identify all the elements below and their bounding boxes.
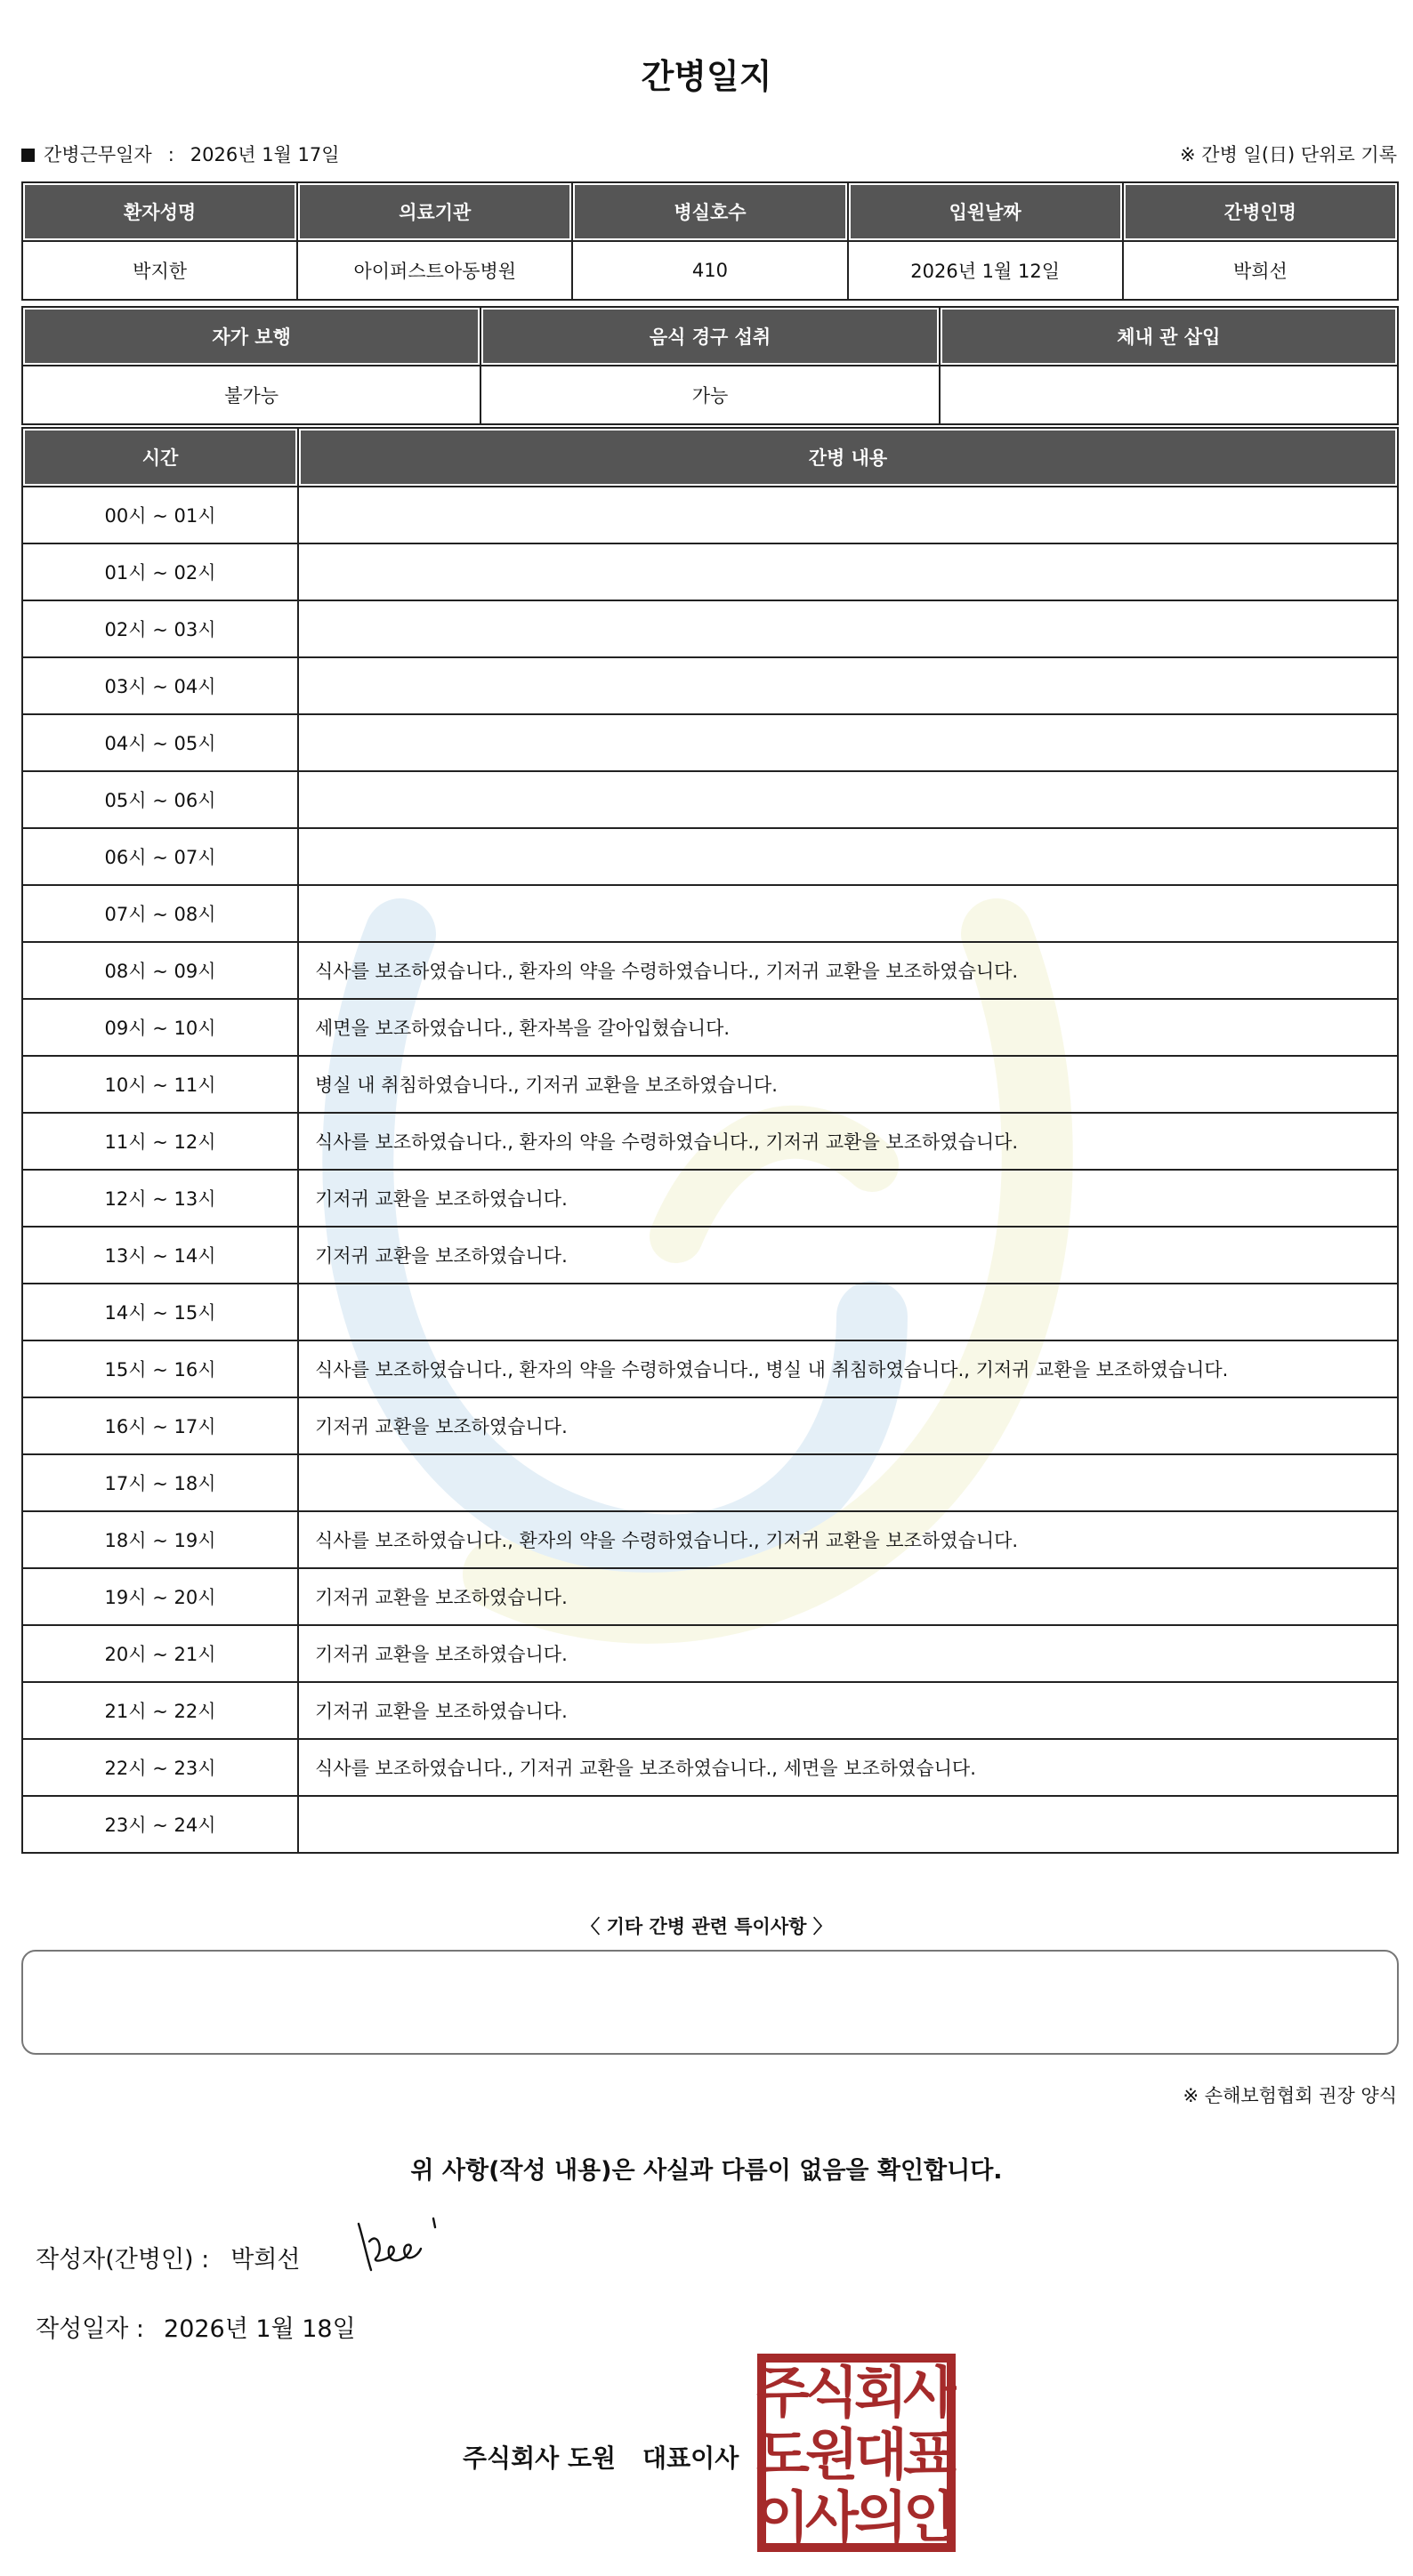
- care-content-cell: 식사를 보조하였습니다., 환자의 약을 수령하였습니다., 기저귀 교환을 보조하였습니다.: [298, 1511, 1398, 1568]
- care-content-cell: [298, 885, 1398, 942]
- care-content-cell: [298, 600, 1398, 657]
- table-row: [22, 1568, 1398, 1625]
- header-patient-name: 환자성명: [22, 182, 297, 241]
- header-self-walking: 자가 보행: [22, 307, 480, 366]
- care-log-table: [21, 427, 1399, 1854]
- seal-glyph: 이: [756, 2484, 810, 2549]
- header-institution: 의료기관: [297, 182, 572, 241]
- special-notes-title: 〈 기타 간병 관련 특이사항 〉: [581, 1916, 832, 1937]
- care-content-cell: 식사를 보조하였습니다., 환자의 약을 수령하였습니다., 병실 내 취침하였습니다., 기저귀 교환을 보조하였습니다.: [298, 1340, 1398, 1397]
- table-row: [22, 1056, 1398, 1113]
- company-name: 주식회사 도원: [463, 2443, 617, 2473]
- care-content-cell: 기저귀 교환을 보조하였습니다.: [298, 1625, 1398, 1682]
- time-cell: 13시 ~ 14시: [22, 1227, 298, 1284]
- care-content-cell: 식사를 보조하였습니다., 기저귀 교환을 보조하였습니다., 세면을 보조하였습니다.: [298, 1739, 1398, 1796]
- patient-info-table: [21, 181, 1399, 301]
- table-row: [22, 1682, 1398, 1739]
- special-notes-box: [21, 1950, 1399, 2055]
- care-content-cell: 기저귀 교환을 보조하였습니다.: [298, 1397, 1398, 1454]
- seal-glyph: 표: [903, 2422, 957, 2487]
- table-row: [22, 1227, 1398, 1284]
- seal-glyph: 식: [805, 2360, 859, 2425]
- ceo-title: 대표이사: [642, 2443, 739, 2473]
- record-unit-note: ※ 간병 일(日) 단위로 기록: [1180, 144, 1397, 165]
- form-source-note: ※ 손해보험협회 권장 양식: [1183, 2085, 1397, 2106]
- table-row: [22, 657, 1398, 714]
- table-row: [22, 487, 1398, 543]
- table-row: [22, 999, 1398, 1056]
- care-content-cell: 병실 내 취침하였습니다., 기저귀 교환을 보조하였습니다.: [298, 1056, 1398, 1113]
- time-cell: 03시 ~ 04시: [22, 657, 298, 714]
- care-content-cell: [298, 828, 1398, 885]
- seal-glyph: 인: [903, 2484, 957, 2549]
- time-cell: 00시 ~ 01시: [22, 487, 298, 543]
- signature-image: [351, 2215, 449, 2277]
- care-content-cell: 기저귀 교환을 보조하였습니다.: [298, 1227, 1398, 1284]
- seal-glyph: 주: [756, 2360, 810, 2425]
- table-row: [22, 1511, 1398, 1568]
- table-row: [22, 885, 1398, 942]
- care-content-cell: [298, 543, 1398, 600]
- work-date-label: 간병근무일자: [44, 144, 152, 165]
- work-date-line: [21, 141, 340, 167]
- time-cell: 02시 ~ 03시: [22, 600, 298, 657]
- confirmation-statement: 위 사항(작성 내용)은 사실과 다름이 없음을 확인합니다.: [410, 2157, 1003, 2185]
- work-date-value: 2026년 1월 17일: [190, 144, 340, 165]
- care-content-cell: [298, 487, 1398, 543]
- table-row: [22, 1113, 1398, 1170]
- seal-glyph: 원: [805, 2422, 859, 2487]
- care-content-cell: 기저귀 교환을 보조하였습니다.: [298, 1682, 1398, 1739]
- written-date-value: 2026년 1월 18일: [164, 2315, 356, 2343]
- writer-line: [36, 2240, 301, 2274]
- header-oral-intake: 음식 경구 섭취: [480, 307, 939, 366]
- table-row: [22, 1625, 1398, 1682]
- work-date-colon: :: [167, 144, 174, 165]
- table-row: [22, 1284, 1398, 1340]
- company-seal-stamp: [756, 2353, 957, 2553]
- time-cell: 22시 ~ 23시: [22, 1739, 298, 1796]
- patient-name: 박지한: [22, 241, 297, 300]
- header-room-number: 병실호수: [572, 182, 847, 241]
- time-cell: 04시 ~ 05시: [22, 714, 298, 771]
- admission-date: 2026년 1월 12일: [848, 241, 1123, 300]
- time-cell: 16시 ~ 17시: [22, 1397, 298, 1454]
- written-date-line: [36, 2309, 356, 2344]
- writer-name: 박희선: [230, 2246, 301, 2274]
- care-content-cell: [298, 657, 1398, 714]
- caregiver-name: 박희선: [1123, 241, 1398, 300]
- table-row: [22, 600, 1398, 657]
- page-title: 간병일지: [641, 57, 772, 96]
- time-cell: 21시 ~ 22시: [22, 1682, 298, 1739]
- time-cell: 10시 ~ 11시: [22, 1056, 298, 1113]
- header-tube-insertion: 체내 관 삽입: [940, 307, 1398, 366]
- seal-glyph: 회: [854, 2360, 908, 2425]
- self-walking-value: 불가능: [22, 366, 480, 424]
- table-row: [22, 1397, 1398, 1454]
- square-bullet-icon: [21, 149, 35, 162]
- time-cell: 20시 ~ 21시: [22, 1625, 298, 1682]
- care-content-cell: 세면을 보조하였습니다., 환자복을 갈아입혔습니다.: [298, 999, 1398, 1056]
- care-content-cell: 식사를 보조하였습니다., 환자의 약을 수령하였습니다., 기저귀 교환을 보조하였습니다.: [298, 1113, 1398, 1170]
- seal-glyph: 대: [854, 2422, 908, 2487]
- time-cell: 07시 ~ 08시: [22, 885, 298, 942]
- oral-intake-value: 가능: [480, 366, 939, 424]
- time-cell: 08시 ~ 09시: [22, 942, 298, 999]
- institution: 아이퍼스트아동병원: [297, 241, 572, 300]
- time-cell: 05시 ~ 06시: [22, 771, 298, 828]
- tube-insertion-value: [940, 366, 1398, 424]
- time-cell: 15시 ~ 16시: [22, 1340, 298, 1397]
- table-row: [22, 714, 1398, 771]
- table-row: [22, 1340, 1398, 1397]
- time-cell: 17시 ~ 18시: [22, 1454, 298, 1511]
- care-content-cell: 식사를 보조하였습니다., 환자의 약을 수령하였습니다., 기저귀 교환을 보조하였습니다.: [298, 942, 1398, 999]
- table-row: [22, 543, 1398, 600]
- care-content-cell: [298, 1454, 1398, 1511]
- care-content-cell: [298, 771, 1398, 828]
- seal-glyph: 사: [903, 2360, 957, 2425]
- room-number: 410: [572, 241, 847, 300]
- care-content-cell: [298, 1796, 1398, 1853]
- table-row: [22, 1796, 1398, 1853]
- time-cell: 18시 ~ 19시: [22, 1511, 298, 1568]
- seal-glyph: 사: [805, 2484, 859, 2549]
- seal-glyph: 도: [756, 2422, 810, 2487]
- care-content-cell: 기저귀 교환을 보조하였습니다.: [298, 1170, 1398, 1227]
- table-row: [22, 1739, 1398, 1796]
- company-line: [463, 2439, 739, 2475]
- time-cell: 09시 ~ 10시: [22, 999, 298, 1056]
- care-content-cell: [298, 1284, 1398, 1340]
- time-cell: 12시 ~ 13시: [22, 1170, 298, 1227]
- table-row: [22, 1454, 1398, 1511]
- time-cell: 14시 ~ 15시: [22, 1284, 298, 1340]
- care-content-cell: [298, 714, 1398, 771]
- header-admission-date: 입원날짜: [848, 182, 1123, 241]
- written-date-label: 작성일자 :: [36, 2315, 145, 2343]
- time-cell: 01시 ~ 02시: [22, 543, 298, 600]
- time-cell: 11시 ~ 12시: [22, 1113, 298, 1170]
- table-row: [22, 828, 1398, 885]
- writer-label: 작성자(간병인) :: [36, 2246, 210, 2274]
- header-caregiver-name: 간병인명: [1123, 182, 1398, 241]
- patient-condition-table: [21, 306, 1399, 425]
- table-row: [22, 942, 1398, 999]
- table-row: [22, 771, 1398, 828]
- header-time: 시간: [22, 428, 298, 487]
- seal-glyph: 의: [854, 2484, 908, 2549]
- header-care-content: 간병 내용: [298, 428, 1398, 487]
- care-content-cell: 기저귀 교환을 보조하였습니다.: [298, 1568, 1398, 1625]
- time-cell: 19시 ~ 20시: [22, 1568, 298, 1625]
- time-cell: 06시 ~ 07시: [22, 828, 298, 885]
- table-row: [22, 1170, 1398, 1227]
- time-cell: 23시 ~ 24시: [22, 1796, 298, 1853]
